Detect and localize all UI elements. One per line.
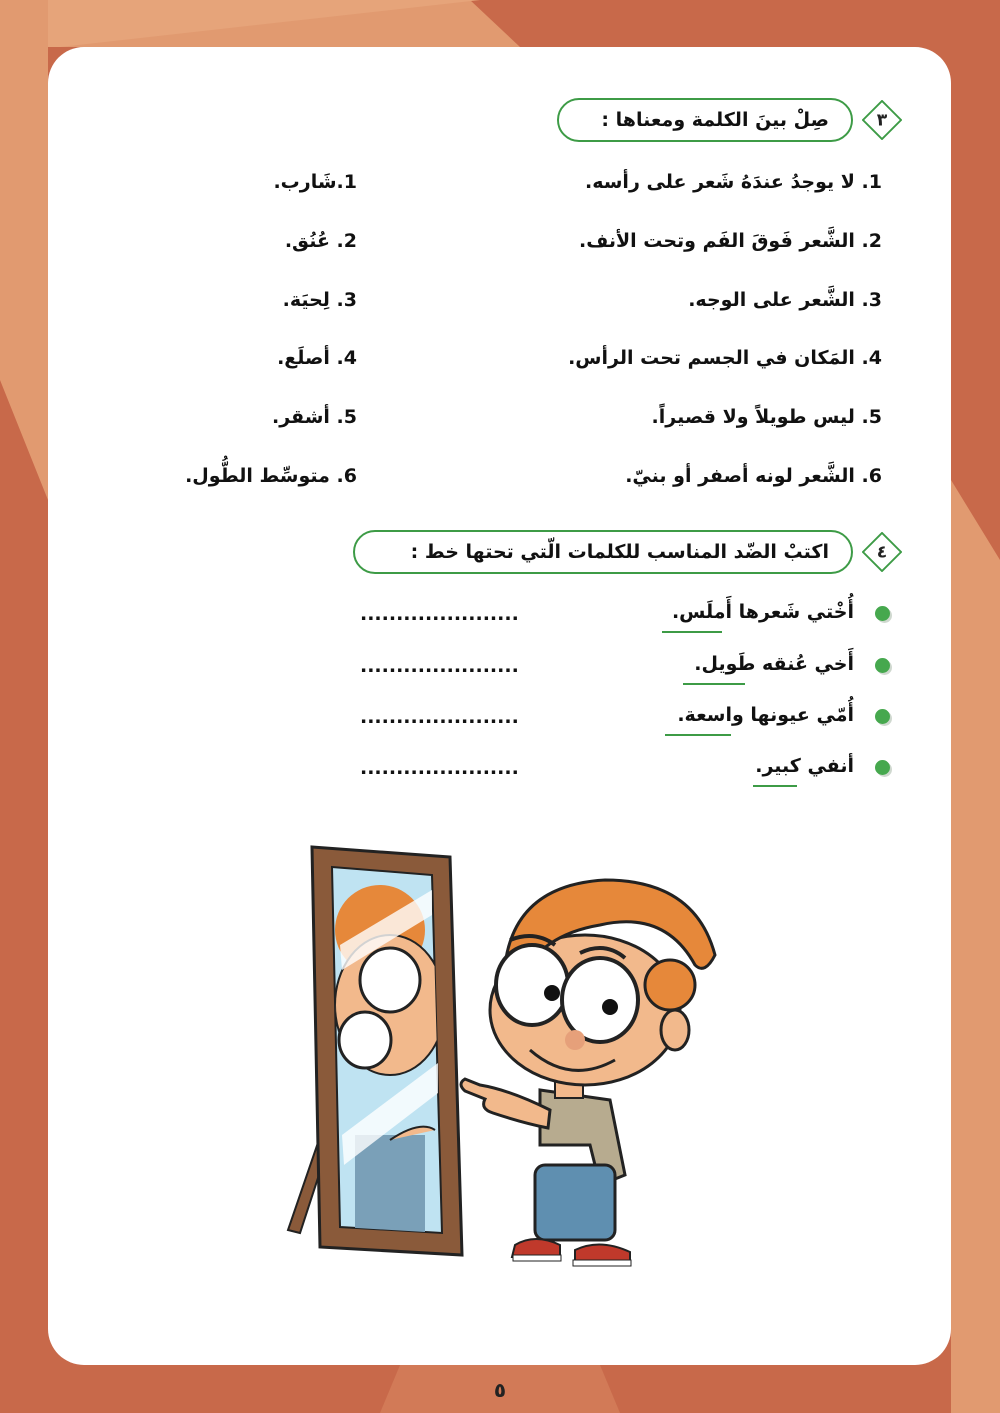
match-sentence-3: 3. الشَّعر على الوجه. <box>688 289 882 311</box>
answer-blank-2[interactable]: ...................... <box>360 655 519 677</box>
question-4-title-text: اكتبْ الضّد المناسب للكلمات الّتي تحتها خط : <box>410 541 829 563</box>
match-word-6[interactable]: 6. متوسِّط الطُّول. <box>185 465 357 487</box>
antonym-sentence-2: أَخي عُنقه طَويل. <box>694 653 854 675</box>
match-sentence-1: 1. لا يوجدُ عندَهُ شَعر على رأسه. <box>585 171 882 193</box>
underline-4 <box>753 785 797 787</box>
bullet-2 <box>875 658 890 673</box>
match-word-2[interactable]: 2. عُنُق. <box>284 230 357 252</box>
answer-blank-1[interactable]: ...................... <box>360 603 519 625</box>
boy-mirror-illustration <box>270 835 740 1295</box>
question-4-number: ٤ <box>876 542 888 563</box>
match-word-5[interactable]: 5. أشقر. <box>272 406 357 428</box>
underline-2 <box>683 683 745 685</box>
question-3-title-text: صِلْ بينَ الكلمة ومعناها : <box>601 109 829 131</box>
antonym-sentence-3: أُمّي عيونها واسعة. <box>677 704 854 726</box>
underline-3 <box>665 734 731 736</box>
bullet-3 <box>875 709 890 724</box>
antonym-sentence-1: أُخْتي شَعرها أَملَس. <box>671 601 854 623</box>
antonym-sentence-4: أنفي كبير. <box>755 755 854 777</box>
match-sentence-2: 2. الشَّعر فَوقَ الفَم وتحت الأنف. <box>578 230 882 252</box>
match-sentence-4: 4. المَكان في الجسم تحت الرأس. <box>568 347 882 369</box>
answer-blank-4[interactable]: ...................... <box>360 757 519 779</box>
bullet-1 <box>875 606 890 621</box>
match-word-3[interactable]: 3. لِحيَة. <box>282 289 357 311</box>
underline-1 <box>662 631 722 633</box>
match-word-4[interactable]: 4. أصلَع. <box>277 347 357 369</box>
question-3-number-badge <box>862 100 902 140</box>
question-4-title <box>353 530 853 574</box>
bullet-4 <box>875 760 890 775</box>
match-sentence-6: 6. الشَّعر لونه أصفر أو بنيّ. <box>625 465 882 487</box>
page-number: ٥ <box>493 1378 507 1402</box>
question-4-number-badge <box>862 532 902 572</box>
match-word-1[interactable]: 1.شَارب. <box>273 171 357 193</box>
match-sentence-5: 5. ليس طويلاً ولا قصيراً. <box>651 406 882 428</box>
answer-blank-3[interactable]: ...................... <box>360 706 519 728</box>
question-3-number: ٣ <box>876 110 888 131</box>
question-3-title <box>557 98 853 142</box>
